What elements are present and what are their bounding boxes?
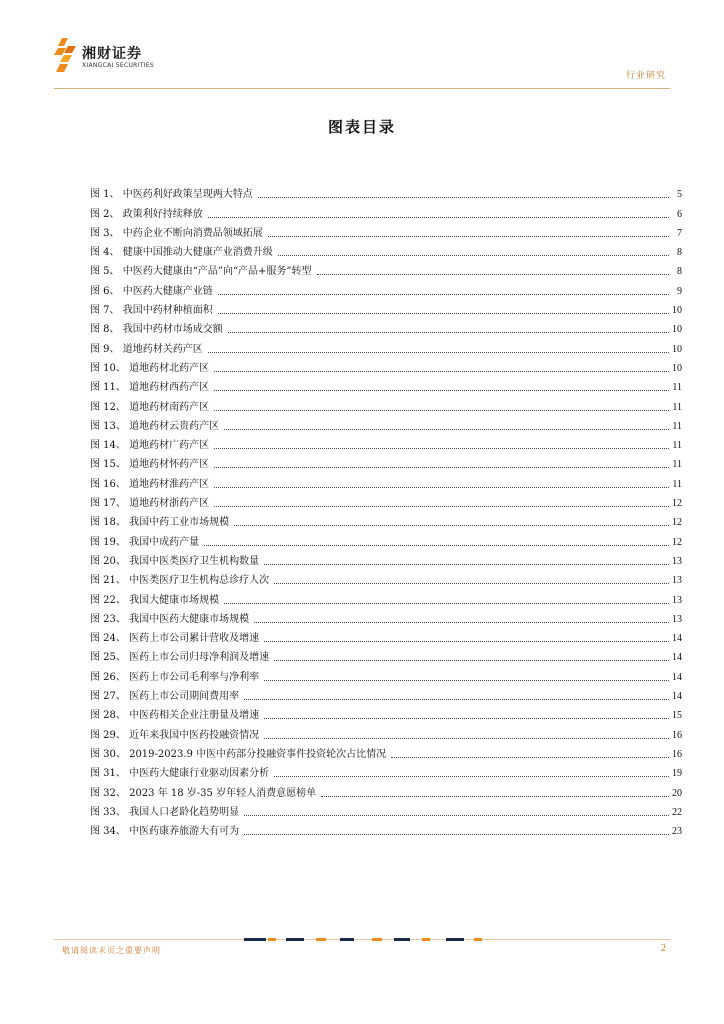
toc-entry[interactable]	[90, 780, 682, 799]
toc-entry-page: 10	[672, 343, 682, 355]
toc-entry[interactable]	[90, 452, 682, 471]
toc-leader-dots	[208, 352, 669, 353]
toc-entry[interactable]	[90, 626, 682, 645]
toc-entry-label: 图 9、 道地药材关药产区	[90, 343, 203, 355]
toc-leader-dots	[234, 525, 669, 526]
brand-logo	[54, 38, 154, 74]
toc-leader-dots	[214, 390, 669, 391]
toc-entry-page: 13	[672, 594, 682, 606]
toc-entry-label: 图 34、 中医药康养旅游大有可为	[90, 826, 240, 838]
toc-leader-dots	[214, 410, 669, 411]
toc-entry[interactable]	[90, 278, 682, 297]
toc-leader-dots	[224, 603, 669, 604]
toc-entry-page: 14	[672, 652, 682, 664]
toc-entry-label: 图 25、 医药上市公司归母净利润及增速	[90, 652, 270, 664]
toc-entry[interactable]	[90, 491, 682, 510]
toc-entry[interactable]	[90, 664, 682, 683]
toc-entry-label: 图 19、 我国中成药产量	[90, 536, 200, 548]
toc-entry-label: 图 32、 2023 年 18 岁-35 岁年轻人消费意愿榜单	[90, 787, 317, 799]
toc-leader-dots	[264, 680, 669, 681]
toc-leader-dots	[208, 217, 669, 218]
toc-leader-dots	[274, 776, 669, 777]
toc-entry-label: 图 28、 中医药相关企业注册量及增速	[90, 710, 260, 722]
toc-entry[interactable]	[90, 703, 682, 722]
toc-entry-page: 5	[677, 189, 682, 201]
toc-entry-label: 图 27、 医药上市公司期间费用率	[90, 691, 240, 703]
toc-entry-label: 图 7、 我国中药材种植面积	[90, 305, 213, 317]
toc-entry-label: 图 13、 道地药材云贵药产区	[90, 420, 220, 432]
toc-entry-page: 8	[677, 266, 682, 278]
toc-entry[interactable]	[90, 375, 682, 394]
toc-entry-page: 13	[672, 555, 682, 567]
toc-leader-dots	[264, 564, 669, 565]
toc-entry[interactable]	[90, 529, 682, 548]
toc-leader-dots	[264, 641, 669, 642]
toc-entry-page: 10	[672, 305, 682, 317]
toc-entry-page: 19	[672, 768, 682, 780]
toc-leader-dots	[204, 545, 669, 546]
page-title: 图表目录	[327, 118, 396, 136]
toc-entry[interactable]	[90, 722, 682, 741]
toc-leader-dots	[244, 699, 669, 700]
footer-divider	[54, 938, 670, 941]
toc-leader-dots	[218, 294, 669, 295]
toc-entry-label: 图 2、 政策利好持续释放	[90, 208, 203, 220]
toc-entry[interactable]	[90, 800, 682, 819]
toc-entry-page: 13	[672, 613, 682, 625]
toc-entry-label: 图 8、 我国中药材市场成交额	[90, 324, 223, 336]
toc-entry-page: 22	[672, 806, 682, 818]
toc-entry-label: 图 17、 道地药材浙药产区	[90, 498, 210, 510]
toc-entry-label: 图 22、 我国大健康市场规模	[90, 594, 220, 606]
toc-entry[interactable]	[90, 298, 682, 317]
toc-leader-dots	[317, 274, 669, 275]
toc-entry-page: 13	[672, 575, 682, 587]
toc-entry-page: 10	[672, 324, 682, 336]
toc-leader-dots	[264, 738, 669, 739]
toc-entry-page: 12	[672, 517, 682, 529]
toc-entry-page: 10	[672, 362, 682, 374]
toc-leader-dots	[278, 255, 669, 256]
toc-entry-page: 11	[672, 459, 682, 471]
toc-entry[interactable]	[90, 259, 682, 278]
toc-entry[interactable]	[90, 568, 682, 587]
toc-leader-dots	[214, 467, 669, 468]
toc-entry[interactable]	[90, 414, 682, 433]
toc-entry[interactable]	[90, 587, 682, 606]
toc-entry-label: 图 12、 道地药材南药产区	[90, 401, 210, 413]
toc-entry-label: 图 11、 道地药材西药产区	[90, 382, 210, 394]
toc-leader-dots	[214, 371, 669, 372]
toc-entry[interactable]	[90, 336, 682, 355]
toc-entry-label: 图 10、 道地药材北药产区	[90, 362, 210, 374]
brand-name-en: XIANGCAI SECURITIES	[82, 62, 154, 69]
toc-entry[interactable]	[90, 201, 682, 220]
toc-leader-dots	[214, 448, 669, 449]
toc-entry-page: 16	[672, 748, 682, 760]
toc-leader-dots	[254, 622, 669, 623]
header-divider	[54, 88, 670, 89]
toc-entry-page: 14	[672, 691, 682, 703]
toc-entry-label: 图 23、 我国中医药大健康市场规模	[90, 613, 250, 625]
toc-entry[interactable]	[90, 240, 682, 259]
toc-entry[interactable]	[90, 510, 682, 529]
toc-entry-label: 图 31、 中医药大健康行业驱动因素分析	[90, 768, 270, 780]
toc-entry-page: 11	[672, 478, 682, 490]
toc-entry-label: 图 33、 我国人口老龄化趋势明显	[90, 806, 240, 818]
toc-entry-label: 图 21、 中医类医疗卫生机构总诊疗人次	[90, 575, 270, 587]
toc-entry[interactable]	[90, 645, 682, 664]
toc-leader-dots	[268, 236, 669, 237]
toc-entry[interactable]	[90, 549, 682, 568]
toc-entry-page: 11	[672, 440, 682, 452]
section-label: 行业研究	[625, 71, 666, 81]
toc-entry-page: 8	[677, 247, 682, 259]
toc-leader-dots	[224, 429, 669, 430]
toc-entry-label: 图 1、 中医药利好政策呈现两大特点	[90, 189, 253, 201]
toc-entry-label: 图 4、 健康中国推动大健康产业消费升级	[90, 247, 273, 259]
toc-leader-dots	[274, 660, 669, 661]
toc-entry[interactable]	[90, 221, 682, 240]
toc-entry-page: 16	[672, 729, 682, 741]
toc-leader-dots	[258, 197, 669, 198]
toc-entry-page: 14	[672, 671, 682, 683]
toc-entry-label: 图 20、 我国中医类医疗卫生机构数量	[90, 555, 260, 567]
toc-entry-page: 11	[672, 420, 682, 432]
toc-entry[interactable]	[90, 394, 682, 413]
toc-entry-label: 图 26、 医药上市公司毛利率与净利率	[90, 671, 260, 683]
toc-entry-label: 图 29、 近年来我国中医药投融资情况	[90, 729, 260, 741]
brand-name-cn: 湘财证券	[82, 46, 142, 62]
toc-entry-page: 7	[677, 227, 682, 239]
toc-entry-page: 11	[672, 382, 682, 394]
toc-leader-dots	[214, 487, 669, 488]
toc-entry[interactable]	[90, 742, 682, 761]
toc-leader-dots	[244, 815, 669, 816]
toc-entry-label: 图 6、 中医药大健康产业链	[90, 285, 213, 297]
toc-entry[interactable]	[90, 356, 682, 375]
figure-index-list	[90, 182, 682, 838]
toc-entry-label: 图 5、 中医药大健康由“产品”向“产品+服务”转型	[90, 266, 312, 278]
toc-leader-dots	[218, 313, 669, 314]
toc-entry-label: 图 24、 医药上市公司累计营收及增速	[90, 633, 260, 645]
toc-leader-dots	[321, 796, 669, 797]
toc-entry[interactable]	[90, 684, 682, 703]
toc-leader-dots	[244, 834, 669, 835]
toc-entry-page: 12	[672, 536, 682, 548]
toc-entry[interactable]	[90, 433, 682, 452]
toc-entry-page: 12	[672, 498, 682, 510]
toc-entry-page: 15	[672, 710, 682, 722]
toc-entry-label: 图 3、 中药企业不断向消费品领域拓展	[90, 227, 263, 239]
toc-entry[interactable]	[90, 182, 682, 201]
toc-entry[interactable]	[90, 607, 682, 626]
toc-leader-dots	[274, 583, 669, 584]
toc-entry[interactable]	[90, 471, 682, 490]
footer-disclaimer: 敬请阅读末页之重要声明	[62, 946, 161, 955]
toc-leader-dots	[228, 332, 669, 333]
toc-entry[interactable]	[90, 819, 682, 838]
toc-entry-page: 20	[672, 787, 682, 799]
toc-entry-page: 11	[672, 401, 682, 413]
toc-entry-page: 6	[677, 208, 682, 220]
toc-leader-dots	[264, 718, 669, 719]
toc-leader-dots	[214, 506, 669, 507]
toc-entry-page: 14	[672, 633, 682, 645]
toc-entry-label: 图 18、 我国中药工业市场规模	[90, 517, 230, 529]
toc-entry-label: 图 14、 道地药材广药产区	[90, 440, 210, 452]
toc-entry-page: 23	[672, 826, 682, 838]
toc-entry-label: 图 16、 道地药材淮药产区	[90, 478, 210, 490]
toc-entry-label: 图 30、 2019-2023.9 中医中药部分投融资事件投资轮次占比情况	[90, 748, 387, 760]
page-number: 2	[661, 943, 666, 954]
toc-entry-label: 图 15、 道地药材怀药产区	[90, 459, 210, 471]
toc-entry[interactable]	[90, 317, 682, 336]
toc-leader-dots	[391, 757, 669, 758]
xiangcai-logo-icon	[54, 38, 76, 72]
toc-entry-page: 9	[677, 285, 682, 297]
toc-entry[interactable]	[90, 761, 682, 780]
